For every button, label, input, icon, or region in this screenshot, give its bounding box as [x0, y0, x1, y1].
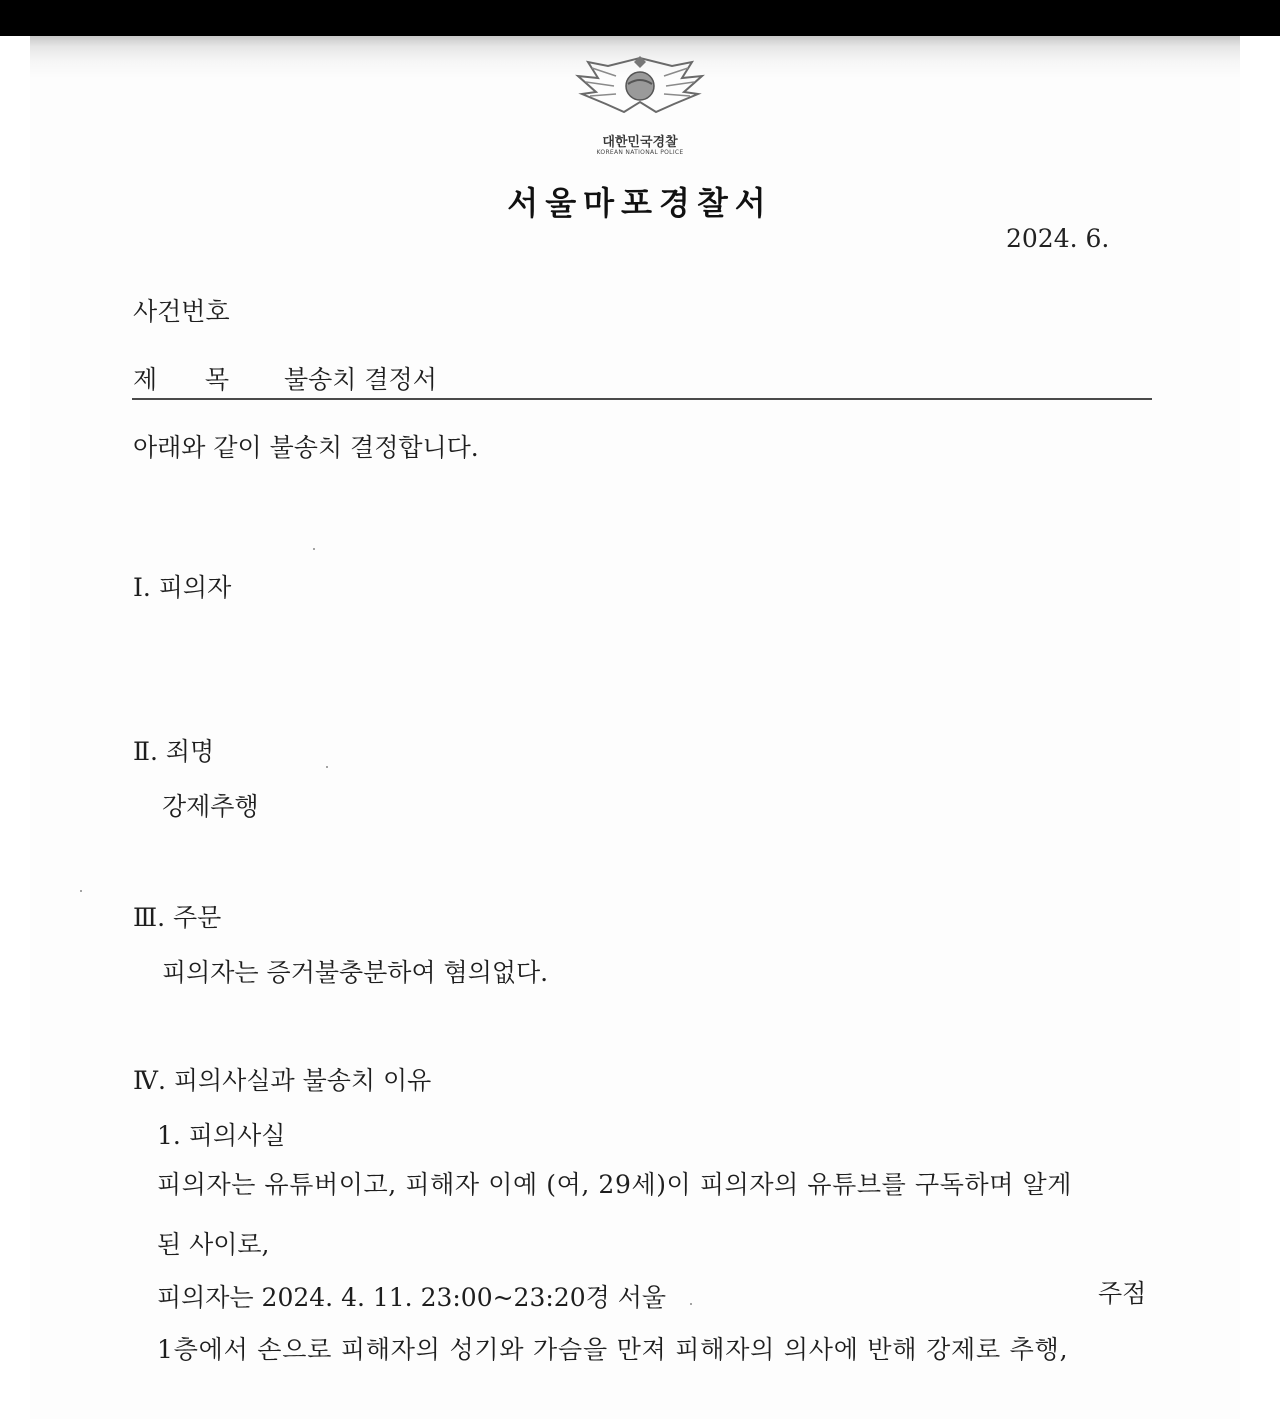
subject-value: 불송치 결정서 — [284, 365, 437, 394]
facts-line-2: 된 사이로, — [157, 1230, 270, 1259]
facts-line-4: 1층에서 손으로 피해자의 성기와 가슴을 만져 피해자의 의사에 반해 강제로 추행, — [157, 1335, 1069, 1364]
emblem-korean-text: 대한민국경찰 — [602, 135, 678, 150]
scan-speck — [80, 890, 82, 892]
police-office-title: 서울마포경찰서 — [507, 184, 773, 222]
scan-speck — [690, 1303, 692, 1305]
intro-sentence: 아래와 같이 불송치 결정합니다. — [133, 433, 479, 462]
police-emblem-icon — [568, 54, 712, 116]
section-reasons-heading: Ⅳ. 피의사실과 불송치 이유 — [133, 1066, 432, 1095]
header-divider — [132, 398, 1152, 400]
scan-speck — [313, 548, 315, 550]
section-suspect-heading: Ⅰ. 피의자 — [133, 573, 232, 602]
section-charge-heading: Ⅱ. 죄명 — [133, 737, 215, 766]
document-date: 2024. 6. — [1006, 224, 1110, 253]
emblem-english-text: KOREAN NATIONAL POLICE — [596, 149, 684, 156]
section-order-heading: Ⅲ. 주문 — [133, 903, 222, 932]
charge-value: 강제추행 — [162, 792, 259, 821]
facts-line-1: 피의자는 유튜버이고, 피해자 이예 (여, 29세)이 피의자의 유튜브를 구독하며 알게 — [157, 1170, 1072, 1199]
case-number-label: 사건번호 — [133, 297, 230, 326]
facts-line-3: 피의자는 2024. 4. 11. 23:00~23:20경 서울 — [157, 1283, 667, 1312]
facts-line-3-end: 주점 — [1098, 1279, 1147, 1308]
order-value: 피의자는 증거불충분하여 혐의없다. — [162, 958, 549, 987]
subject-label: 제 목 — [133, 365, 229, 394]
subsection-suspected-facts: 1. 피의사실 — [157, 1121, 286, 1150]
scan-speck — [326, 766, 328, 768]
top-black-bar — [0, 0, 1280, 36]
